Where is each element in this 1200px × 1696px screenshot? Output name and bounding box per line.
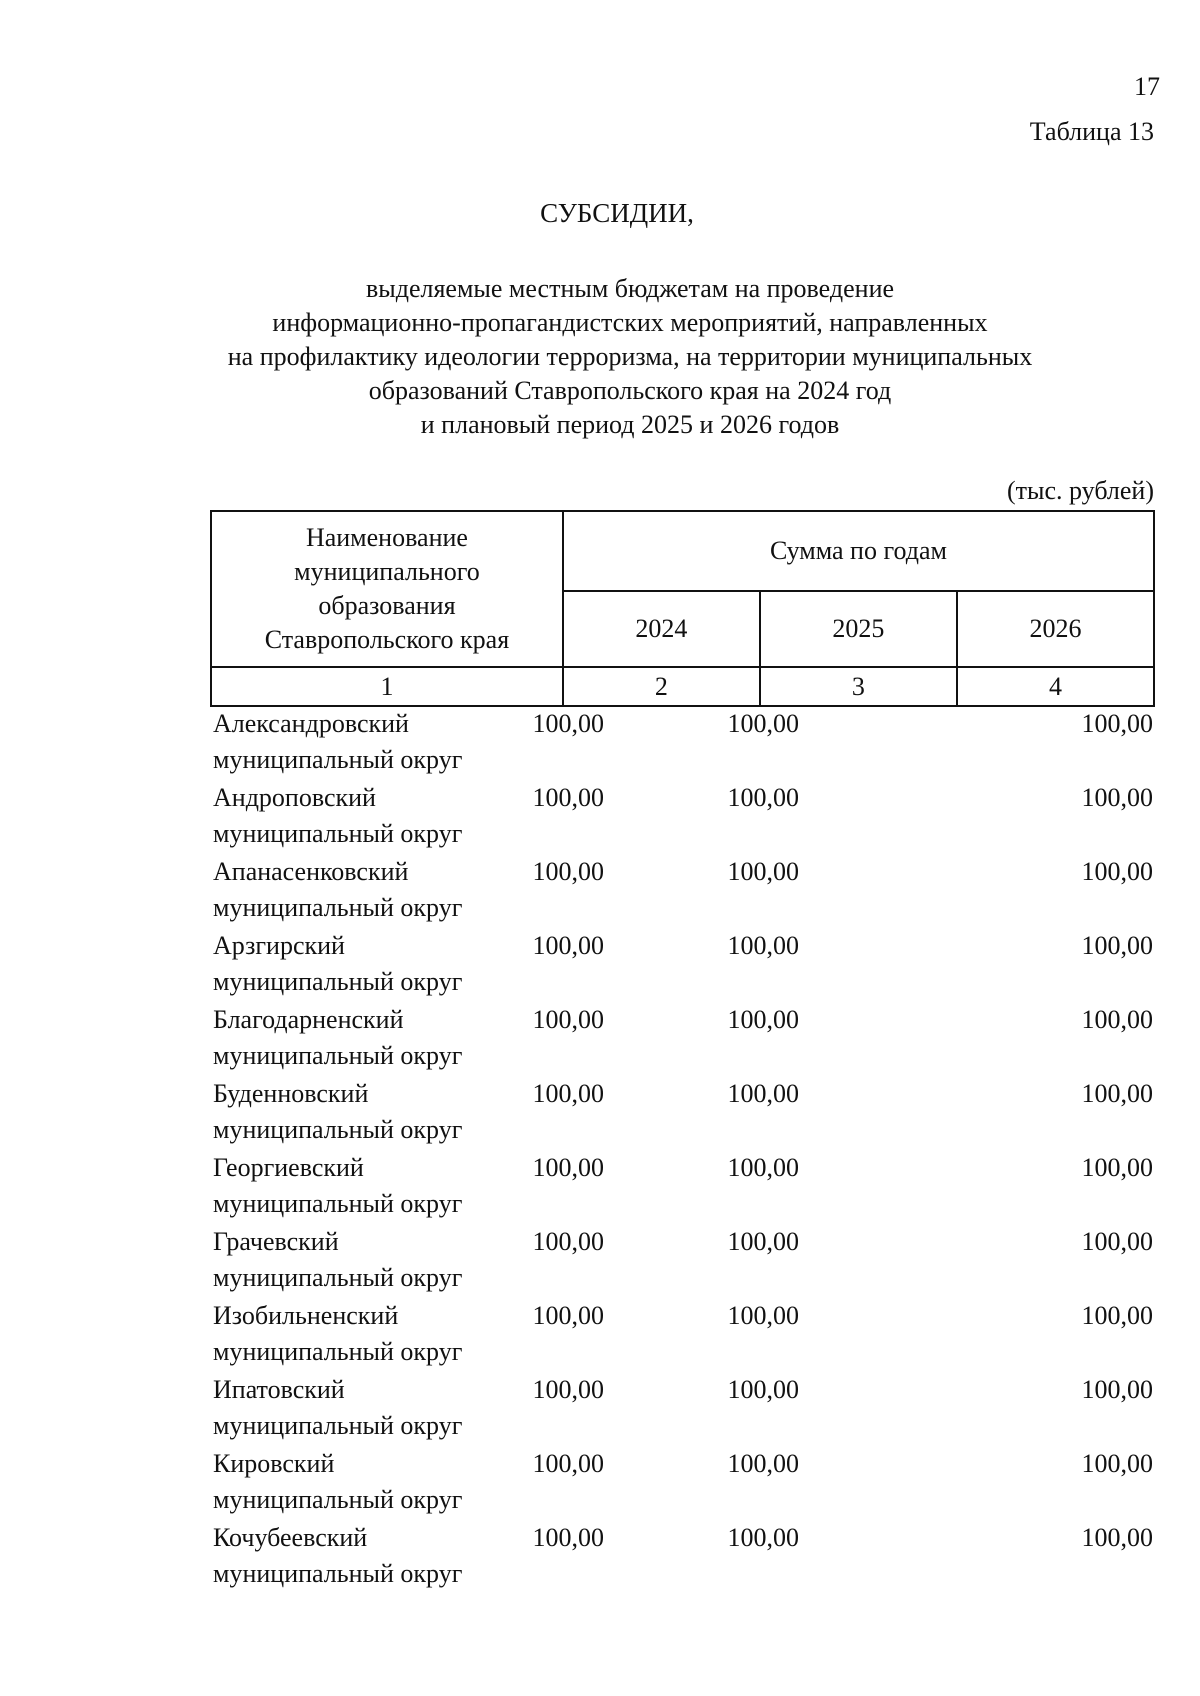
document-subtitle <box>150 272 1110 442</box>
value-2026: 100,00 <box>1081 1227 1153 1256</box>
column-number: 1 <box>211 667 563 706</box>
value-2025: 100,00 <box>727 1079 799 1108</box>
value-2025: 100,00 <box>727 1375 799 1404</box>
row-name: Георгиевский муниципальный округ <box>213 1153 463 1218</box>
row-name: Буденновский муниципальный округ <box>213 1079 463 1144</box>
header-year-2026: 2026 <box>957 591 1154 667</box>
value-2026: 100,00 <box>1081 1153 1153 1182</box>
page-number: 17 <box>1134 72 1160 101</box>
header-name-cell <box>211 511 563 667</box>
value-2025: 100,00 <box>727 783 799 812</box>
table-row <box>213 1446 1155 1520</box>
value-2026: 100,00 <box>1081 783 1153 812</box>
value-2024: 100,00 <box>532 1523 604 1552</box>
table-label: Таблица 13 <box>1029 117 1154 146</box>
value-2024: 100,00 <box>532 783 604 812</box>
table-row <box>213 706 1155 780</box>
value-2025: 100,00 <box>727 1301 799 1330</box>
value-2026: 100,00 <box>1081 931 1153 960</box>
document-title: СУБСИДИИ, <box>540 198 694 228</box>
value-2025: 100,00 <box>727 1227 799 1256</box>
value-2024: 100,00 <box>532 931 604 960</box>
table-row <box>213 928 1155 1002</box>
table-row <box>213 780 1155 854</box>
subtitle-line: и плановый период 2025 и 2026 годов <box>420 410 840 439</box>
value-2026: 100,00 <box>1081 709 1153 738</box>
table-row <box>213 1372 1155 1446</box>
value-2026: 100,00 <box>1081 1449 1153 1478</box>
value-2026: 100,00 <box>1081 857 1153 886</box>
value-2024: 100,00 <box>532 1227 604 1256</box>
value-2024: 100,00 <box>532 857 604 886</box>
table-row <box>213 854 1155 928</box>
row-name: Андроповский муниципальный округ <box>213 783 463 848</box>
value-2025: 100,00 <box>727 709 799 738</box>
value-2025: 100,00 <box>727 1523 799 1552</box>
value-2026: 100,00 <box>1081 1523 1153 1552</box>
header-name-line: образования <box>318 591 456 620</box>
row-name: Арзгирский муниципальный округ <box>213 931 463 996</box>
header-sum-cell: Сумма по годам <box>563 511 1154 591</box>
row-name: Апанасенковский муниципальный округ <box>213 857 463 922</box>
value-2026: 100,00 <box>1081 1301 1153 1330</box>
value-2025: 100,00 <box>727 1005 799 1034</box>
value-2025: 100,00 <box>727 931 799 960</box>
table-row <box>213 1076 1155 1150</box>
value-2026: 100,00 <box>1081 1079 1153 1108</box>
table-row <box>213 1150 1155 1224</box>
row-name: Александровский муниципальный округ <box>213 709 463 774</box>
row-name: Кировский муниципальный округ <box>213 1449 463 1514</box>
value-2024: 100,00 <box>532 1375 604 1404</box>
value-2025: 100,00 <box>727 1153 799 1182</box>
value-2024: 100,00 <box>532 1449 604 1478</box>
row-name: Ипатовский муниципальный округ <box>213 1375 463 1440</box>
value-2024: 100,00 <box>532 1153 604 1182</box>
value-2024: 100,00 <box>532 709 604 738</box>
unit-label: (тыс. рублей) <box>1006 476 1154 505</box>
subtitle-line: информационно-пропагандистских мероприятий, направленных <box>272 308 988 337</box>
column-number: 4 <box>957 667 1154 706</box>
header-name-line: Ставропольского края <box>264 625 510 654</box>
value-2024: 100,00 <box>532 1005 604 1034</box>
value-2026: 100,00 <box>1081 1375 1153 1404</box>
subtitle-line: образований Ставропольского края на 2024 год <box>368 376 892 405</box>
row-name: Благодарненский муниципальный округ <box>213 1005 463 1070</box>
value-2026: 100,00 <box>1081 1005 1153 1034</box>
value-2025: 100,00 <box>727 857 799 886</box>
table-row <box>213 1298 1155 1372</box>
row-name: Кочубеевский муниципальный округ <box>213 1523 463 1588</box>
header-name-line: муниципального <box>294 557 480 586</box>
table-row <box>213 1224 1155 1298</box>
header-name-line: Наименование <box>305 523 468 552</box>
table-body <box>213 706 1155 1594</box>
value-2025: 100,00 <box>727 1449 799 1478</box>
table-row <box>213 1520 1155 1594</box>
table-row <box>213 1002 1155 1076</box>
column-number: 2 <box>563 667 760 706</box>
table-header <box>210 510 1155 707</box>
row-name: Изобильненский муниципальный округ <box>213 1301 463 1366</box>
header-year-2025: 2025 <box>760 591 957 667</box>
subtitle-line: на профилактику идеологии терроризма, на территории муниципальных <box>227 342 1033 371</box>
column-number: 3 <box>760 667 957 706</box>
value-2024: 100,00 <box>532 1301 604 1330</box>
value-2024: 100,00 <box>532 1079 604 1108</box>
header-year-2024: 2024 <box>563 591 760 667</box>
row-name: Грачевский муниципальный округ <box>213 1227 463 1292</box>
subtitle-line: выделяемые местным бюджетам на проведение <box>365 274 895 303</box>
